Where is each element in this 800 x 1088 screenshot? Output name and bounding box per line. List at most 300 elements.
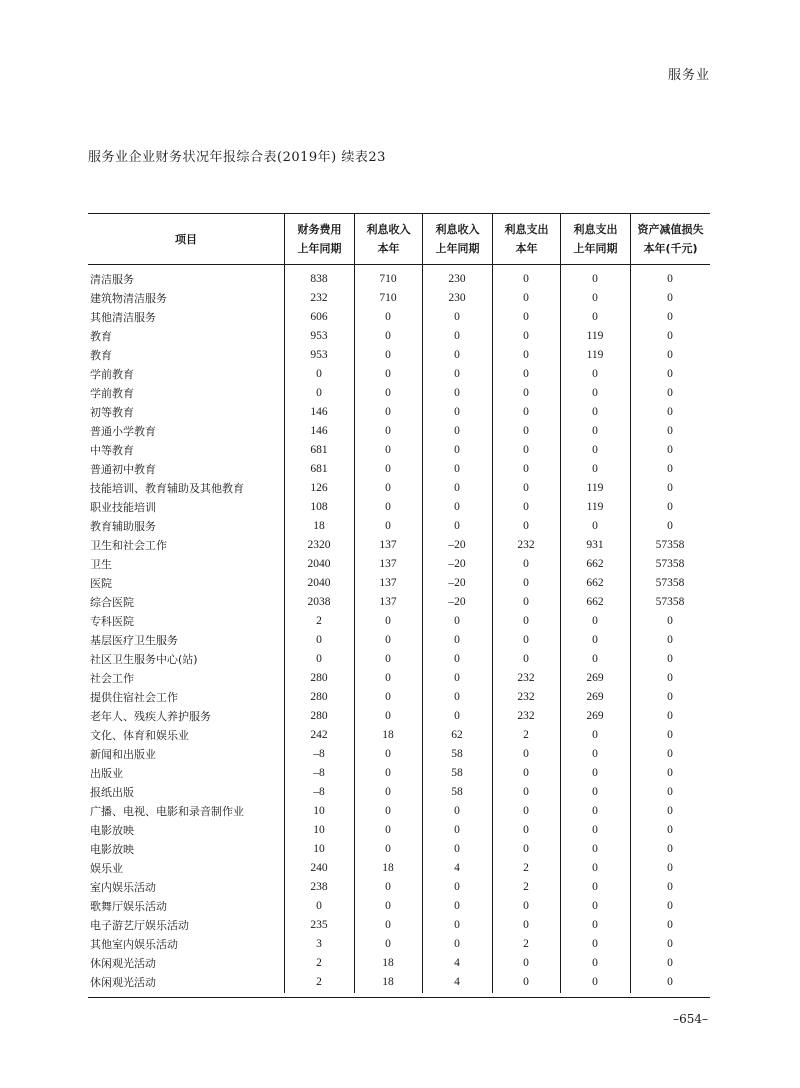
table-cell: –8 — [313, 747, 325, 760]
table-row — [88, 953, 710, 972]
table-cell: 0 — [454, 519, 460, 532]
table-cell: 0 — [523, 348, 529, 361]
table-cell: 0 — [454, 899, 460, 912]
row-label: 中等教育 — [90, 443, 134, 457]
table-cell: 0 — [667, 481, 673, 494]
table-cell: 0 — [385, 519, 391, 532]
table-row — [88, 630, 710, 649]
table-cell: 0 — [454, 804, 460, 817]
table-cell: 0 — [454, 481, 460, 494]
table-cell: 0 — [592, 652, 598, 665]
table-cell: 0 — [454, 424, 460, 437]
table-cell: 280 — [310, 671, 328, 684]
table-cell: 269 — [586, 690, 604, 703]
table-cell: 18 — [382, 728, 394, 741]
table-cell: 0 — [667, 462, 673, 475]
table-cell: 0 — [454, 500, 460, 513]
table-cell: 2 — [316, 975, 322, 988]
table-cell: 0 — [385, 690, 391, 703]
table-cell: 0 — [454, 937, 460, 950]
table-cell: 0 — [592, 405, 598, 418]
table-row — [88, 459, 710, 478]
header-line2: 本年 — [515, 242, 538, 255]
table-cell: 0 — [523, 291, 529, 304]
table-cell: 0 — [385, 405, 391, 418]
column-divider — [630, 265, 631, 993]
row-label: 电影放映 — [90, 842, 134, 856]
table-cell: 662 — [586, 576, 604, 589]
running-head: 服务业 — [667, 68, 710, 83]
table-cell: 0 — [592, 424, 598, 437]
header-interest-income-current — [354, 214, 422, 264]
row-label: 教育辅助服务 — [90, 519, 156, 533]
table-cell: 57358 — [655, 595, 685, 608]
table-cell: 2 — [523, 937, 529, 950]
row-label: 提供住宿社会工作 — [90, 690, 178, 704]
table-cell: 0 — [523, 975, 529, 988]
table-row — [88, 858, 710, 877]
table-row — [88, 801, 710, 820]
table-cell: 0 — [385, 671, 391, 684]
table-cell: 0 — [454, 462, 460, 475]
table-row — [88, 288, 710, 307]
table-row — [88, 725, 710, 744]
table-cell: 0 — [523, 443, 529, 456]
table-cell: 0 — [454, 405, 460, 418]
table-cell: 0 — [385, 367, 391, 380]
table-cell: 0 — [523, 424, 529, 437]
table-cell: 0 — [385, 823, 391, 836]
table-cell: 0 — [385, 747, 391, 760]
table-cell: 710 — [379, 272, 397, 285]
table-row — [88, 611, 710, 630]
table-cell: 0 — [667, 500, 673, 513]
table-cell: 0 — [592, 766, 598, 779]
table-body — [88, 265, 710, 993]
header-interest-expense-current — [492, 214, 560, 264]
table-cell: 119 — [586, 481, 604, 494]
table-cell: 146 — [310, 405, 328, 418]
table-cell: 0 — [523, 595, 529, 608]
table-row — [88, 269, 710, 288]
table-cell: 4 — [454, 861, 460, 874]
row-label: 新闻和出版业 — [90, 747, 156, 761]
header-finance-cost-prev — [284, 214, 354, 264]
table-cell: 0 — [316, 652, 322, 665]
table-cell: 0 — [592, 785, 598, 798]
table-cell: 0 — [523, 462, 529, 475]
table-cell: 0 — [523, 747, 529, 760]
table-cell: 2040 — [307, 576, 331, 589]
table-cell: 0 — [454, 348, 460, 361]
row-label: 学前教育 — [90, 386, 134, 400]
table-cell: 0 — [454, 880, 460, 893]
row-label: 休闲观光活动 — [90, 975, 156, 989]
row-label: 普通小学教育 — [90, 424, 156, 438]
row-label: 社区卫生服务中心(站) — [90, 652, 198, 666]
table-row — [88, 820, 710, 839]
table-cell: 126 — [310, 481, 328, 494]
table-cell: 0 — [385, 614, 391, 627]
row-label: 普通初中教育 — [90, 462, 156, 476]
table-cell: 10 — [313, 842, 325, 855]
table-cell: 0 — [667, 709, 673, 722]
row-label: 报纸出版 — [90, 785, 134, 799]
table-cell: 0 — [454, 918, 460, 931]
column-divider — [354, 265, 355, 993]
table-row — [88, 326, 710, 345]
table-cell: 0 — [592, 804, 598, 817]
table-cell: 230 — [448, 291, 466, 304]
table-cell: 119 — [586, 348, 604, 361]
table-cell: 0 — [592, 386, 598, 399]
table-cell: 232 — [517, 690, 535, 703]
table-row — [88, 915, 710, 934]
table-cell: 0 — [523, 481, 529, 494]
table-cell: 0 — [592, 937, 598, 950]
table-cell: 0 — [592, 956, 598, 969]
table-row — [88, 516, 710, 535]
table-cell: 662 — [586, 557, 604, 570]
table-cell: 0 — [667, 823, 673, 836]
table-cell: 710 — [379, 291, 397, 304]
table-cell: 242 — [310, 728, 328, 741]
table-cell: 137 — [379, 595, 397, 608]
table-cell: 0 — [523, 766, 529, 779]
row-label: 学前教育 — [90, 367, 134, 381]
table-cell: 0 — [667, 842, 673, 855]
table-row — [88, 687, 710, 706]
table-cell: 0 — [454, 310, 460, 323]
table-cell: 0 — [592, 899, 598, 912]
table-rows — [88, 265, 710, 991]
table-cell: 108 — [310, 500, 328, 513]
table-cell: 2 — [523, 728, 529, 741]
table-cell: 232 — [517, 538, 535, 551]
table-cell: 0 — [316, 386, 322, 399]
table-cell: 0 — [667, 956, 673, 969]
table-cell: 57358 — [655, 538, 685, 551]
table-row — [88, 649, 710, 668]
table-cell: 2 — [523, 861, 529, 874]
page-number: –654– — [673, 1012, 708, 1026]
row-label: 休闲观光活动 — [90, 956, 156, 970]
table-cell: 0 — [592, 614, 598, 627]
table-cell: 0 — [667, 804, 673, 817]
table-cell: 0 — [523, 500, 529, 513]
table-cell: 280 — [310, 709, 328, 722]
table-cell: 0 — [523, 785, 529, 798]
table-cell: 0 — [523, 329, 529, 342]
table-cell: 2 — [316, 614, 322, 627]
table-cell: 269 — [586, 671, 604, 684]
table-bottom-rule — [88, 997, 710, 998]
header-line2: 本年 — [377, 242, 400, 255]
row-label: 社会工作 — [90, 671, 134, 685]
table-cell: 18 — [313, 519, 325, 532]
table-cell: 0 — [667, 747, 673, 760]
table-cell: 0 — [523, 576, 529, 589]
table-cell: 0 — [667, 310, 673, 323]
table-cell: 280 — [310, 690, 328, 703]
table-cell: 2320 — [307, 538, 331, 551]
table-cell: 0 — [667, 918, 673, 931]
table-cell: 0 — [523, 823, 529, 836]
table-cell: 0 — [523, 557, 529, 570]
table-row — [88, 573, 710, 592]
table-cell: 0 — [385, 443, 391, 456]
table-cell: 0 — [667, 690, 673, 703]
table-cell: 0 — [454, 443, 460, 456]
table-cell: –20 — [448, 576, 466, 589]
table-cell: 238 — [310, 880, 328, 893]
table-cell: 681 — [310, 443, 328, 456]
table-cell: 0 — [592, 861, 598, 874]
table-cell: –20 — [448, 538, 466, 551]
column-divider — [560, 265, 561, 993]
table-cell: 0 — [385, 918, 391, 931]
table-header — [88, 214, 710, 264]
table-row — [88, 535, 710, 554]
table-cell: 0 — [667, 899, 673, 912]
header-line2: 上年同期 — [297, 242, 342, 255]
table-row — [88, 592, 710, 611]
table-cell: 662 — [586, 595, 604, 608]
table-cell: 58 — [451, 785, 463, 798]
table-cell: 137 — [379, 538, 397, 551]
table-cell: 235 — [310, 918, 328, 931]
table-cell: 232 — [517, 671, 535, 684]
table-cell: 0 — [523, 367, 529, 380]
table-cell: 0 — [592, 842, 598, 855]
row-label: 歌舞厅娱乐活动 — [90, 899, 167, 913]
table-cell: 0 — [592, 272, 598, 285]
table-row — [88, 497, 710, 516]
table-cell: 0 — [667, 348, 673, 361]
table-cell: 0 — [523, 386, 529, 399]
column-divider — [284, 265, 285, 993]
table-cell: 0 — [454, 633, 460, 646]
table-cell: 57358 — [655, 557, 685, 570]
table-cell: 0 — [667, 443, 673, 456]
table-cell: 0 — [667, 405, 673, 418]
table-cell: 119 — [586, 500, 604, 513]
row-label: 技能培训、教育辅助及其他教育 — [90, 481, 244, 495]
table-cell: 0 — [454, 614, 460, 627]
table-cell: 0 — [385, 880, 391, 893]
header-line1: 利息收入 — [366, 223, 411, 236]
table-cell: 0 — [667, 424, 673, 437]
table-cell: 240 — [310, 861, 328, 874]
table-cell: 0 — [592, 728, 598, 741]
table-cell: 0 — [667, 633, 673, 646]
table-cell: 0 — [667, 652, 673, 665]
table-row — [88, 421, 710, 440]
table-row — [88, 383, 710, 402]
table-cell: 0 — [592, 291, 598, 304]
row-label: 建筑物清洁服务 — [90, 291, 167, 305]
table-row — [88, 972, 710, 991]
table-cell: 119 — [586, 329, 604, 342]
financial-table — [88, 213, 710, 993]
table-cell: 0 — [592, 443, 598, 456]
table-row — [88, 877, 710, 896]
table-cell: 0 — [385, 329, 391, 342]
header-line2: 本年(千元) — [643, 242, 698, 255]
table-cell: –20 — [448, 557, 466, 570]
row-label: 教育 — [90, 329, 112, 343]
table-row — [88, 440, 710, 459]
table-cell: 57358 — [655, 576, 685, 589]
table-cell: 58 — [451, 747, 463, 760]
table-cell: 0 — [454, 367, 460, 380]
table-cell: 232 — [517, 709, 535, 722]
table-row — [88, 839, 710, 858]
row-label: 基层医疗卫生服务 — [90, 633, 178, 647]
table-cell: 0 — [667, 937, 673, 950]
table-cell: 0 — [667, 880, 673, 893]
row-label: 娱乐业 — [90, 861, 123, 875]
table-cell: 0 — [667, 614, 673, 627]
table-row — [88, 668, 710, 687]
table-cell: 232 — [310, 291, 328, 304]
table-cell: 0 — [454, 842, 460, 855]
table-cell: 3 — [316, 937, 322, 950]
table-cell: 0 — [454, 671, 460, 684]
table-cell: 0 — [385, 462, 391, 475]
row-label: 文化、体育和娱乐业 — [90, 728, 189, 742]
row-label: 其他室内娱乐活动 — [90, 937, 178, 951]
header-line1: 利息收入 — [435, 223, 480, 236]
table-title: 服务业企业财务状况年报综合表(2019年) 续表23 — [88, 150, 386, 165]
table-row — [88, 307, 710, 326]
table-cell: 0 — [385, 709, 391, 722]
table-cell: 0 — [385, 348, 391, 361]
table-cell: 0 — [667, 861, 673, 874]
header-item — [88, 214, 284, 264]
table-cell: –8 — [313, 785, 325, 798]
table-cell: 0 — [523, 956, 529, 969]
table-row — [88, 364, 710, 383]
table-cell: 0 — [454, 690, 460, 703]
row-label: 室内娱乐活动 — [90, 880, 156, 894]
header-impairment-loss — [630, 214, 710, 264]
table-cell: 0 — [523, 652, 529, 665]
table-row — [88, 706, 710, 725]
table-cell: 0 — [667, 785, 673, 798]
row-label: 广播、电视、电影和录音制作业 — [90, 804, 244, 818]
row-label: 职业技能培训 — [90, 500, 156, 514]
table-cell: 0 — [592, 367, 598, 380]
column-divider — [422, 265, 423, 993]
table-cell: 58 — [451, 766, 463, 779]
table-cell: 0 — [385, 633, 391, 646]
table-row — [88, 744, 710, 763]
row-label: 医院 — [90, 576, 112, 590]
table-cell: 10 — [313, 804, 325, 817]
table-row — [88, 554, 710, 573]
table-cell: 0 — [592, 823, 598, 836]
table-cell: 0 — [667, 975, 673, 988]
table-row — [88, 896, 710, 915]
table-cell: 10 — [313, 823, 325, 836]
table-cell: 0 — [667, 671, 673, 684]
table-cell: 137 — [379, 557, 397, 570]
table-cell: 0 — [454, 652, 460, 665]
table-row — [88, 478, 710, 497]
row-label: 出版业 — [90, 766, 123, 780]
header-interest-income-prev — [422, 214, 492, 264]
table-cell: 0 — [316, 367, 322, 380]
table-cell: 931 — [586, 538, 604, 551]
table-cell: 0 — [385, 937, 391, 950]
table-cell: 230 — [448, 272, 466, 285]
header-interest-expense-prev — [560, 214, 630, 264]
table-row — [88, 934, 710, 953]
table-cell: 0 — [523, 272, 529, 285]
row-label: 老年人、残疾人养护服务 — [90, 709, 211, 723]
header-line2: 上年同期 — [435, 242, 480, 255]
table-row — [88, 402, 710, 421]
column-divider — [492, 265, 493, 993]
table-cell: 953 — [310, 348, 328, 361]
table-cell: 146 — [310, 424, 328, 437]
table-cell: 18 — [382, 861, 394, 874]
table-cell: 838 — [310, 272, 328, 285]
header-line1: 利息支出 — [573, 223, 618, 236]
table-cell: 2038 — [307, 595, 331, 608]
table-cell: 0 — [316, 899, 322, 912]
table-cell: 0 — [454, 709, 460, 722]
table-cell: 0 — [523, 519, 529, 532]
table-cell: 0 — [592, 747, 598, 760]
row-label: 卫生 — [90, 557, 112, 571]
table-cell: 4 — [454, 975, 460, 988]
header-item-label: 项目 — [175, 232, 197, 246]
table-cell: –8 — [313, 766, 325, 779]
header-line1: 财务费用 — [297, 223, 342, 236]
table-row — [88, 345, 710, 364]
row-label: 综合医院 — [90, 595, 134, 609]
row-label: 卫生和社会工作 — [90, 538, 167, 552]
table-cell: 0 — [667, 766, 673, 779]
table-cell: 0 — [667, 386, 673, 399]
table-cell: 0 — [385, 785, 391, 798]
row-label: 其他清洁服务 — [90, 310, 156, 324]
table-cell: 2 — [523, 880, 529, 893]
table-cell: 0 — [385, 899, 391, 912]
table-cell: 0 — [667, 329, 673, 342]
table-cell: 2 — [316, 956, 322, 969]
table-cell: 953 — [310, 329, 328, 342]
row-label: 教育 — [90, 348, 112, 362]
row-label: 电子游艺厅娱乐活动 — [90, 918, 189, 932]
table-cell: 606 — [310, 310, 328, 323]
table-cell: 0 — [385, 481, 391, 494]
table-cell: 0 — [385, 766, 391, 779]
table-cell: 0 — [385, 500, 391, 513]
header-line1: 利息支出 — [504, 223, 549, 236]
table-cell: 0 — [592, 880, 598, 893]
table-cell: 0 — [592, 633, 598, 646]
table-cell: 0 — [523, 842, 529, 855]
table-cell: 0 — [667, 519, 673, 532]
table-cell: 0 — [592, 462, 598, 475]
table-row — [88, 782, 710, 801]
row-label: 专科医院 — [90, 614, 134, 628]
table-cell: 0 — [667, 272, 673, 285]
table-cell: 2040 — [307, 557, 331, 570]
